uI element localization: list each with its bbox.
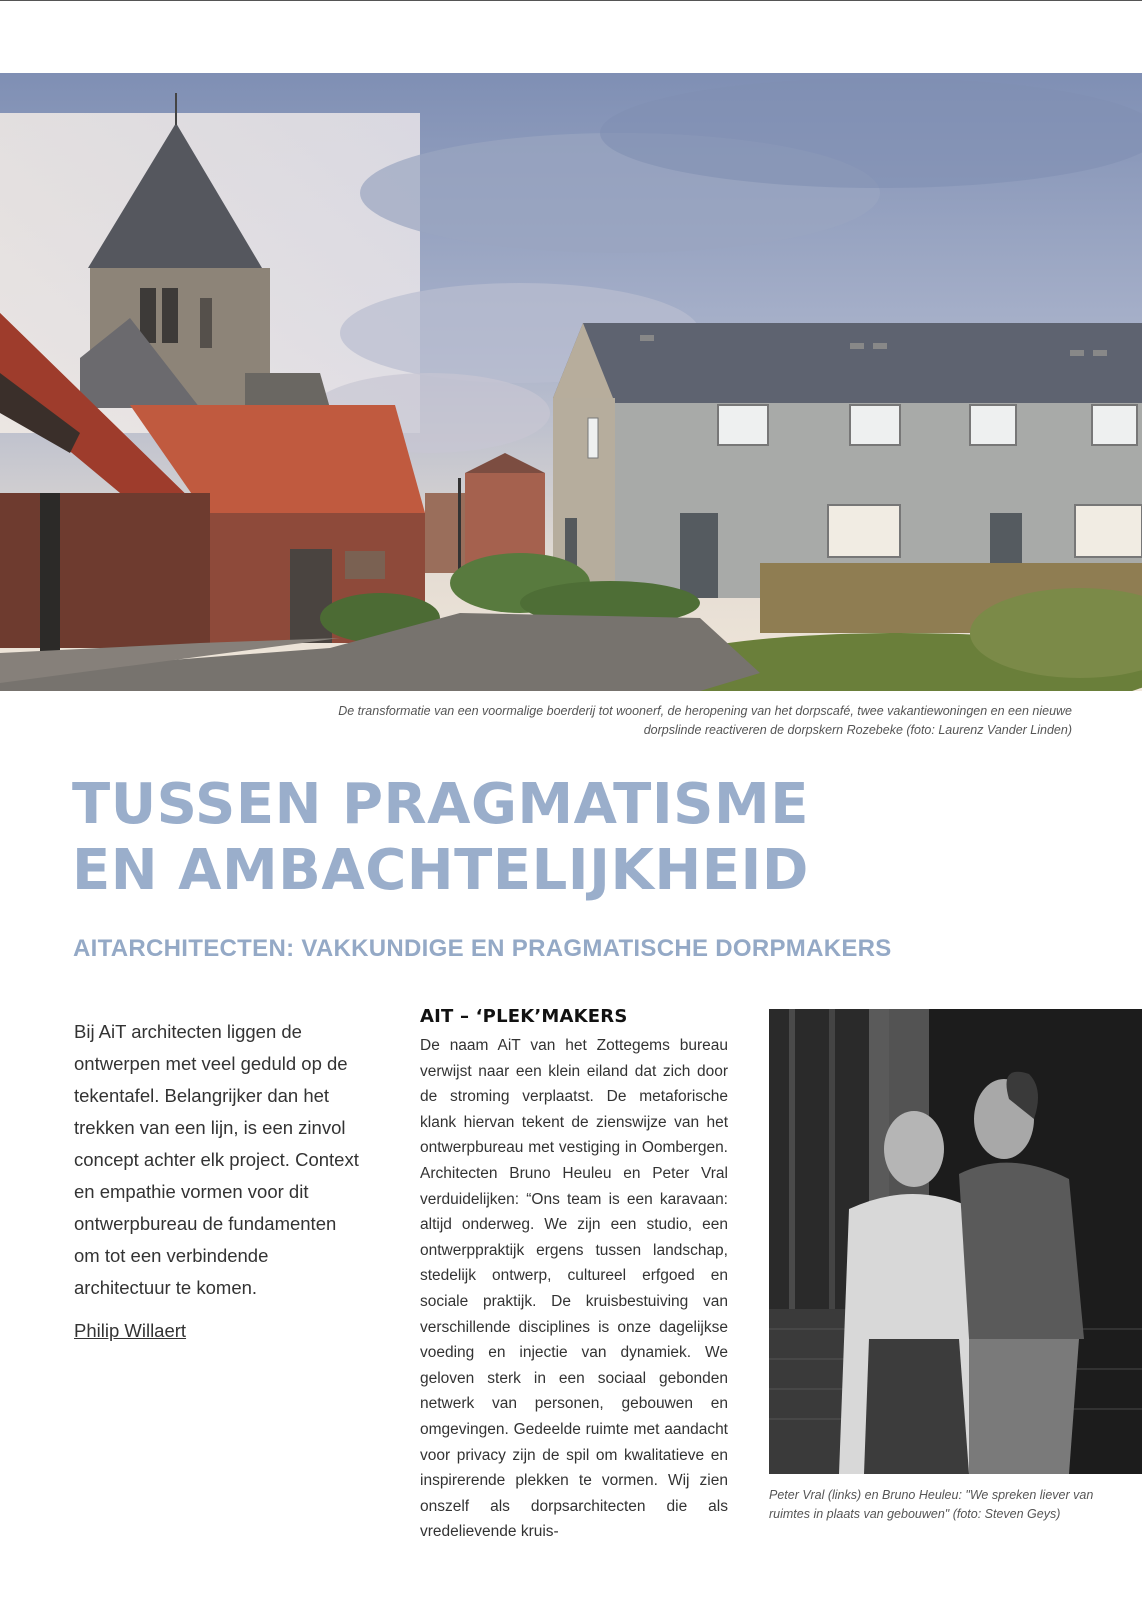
hero-caption: De transformatie van een voormalige boerderij tot woonerf, de heropening van het dorpscafé, twee vakantiewoningen en een nieuwe dorpslinde reactiveren de dorpskern Rozebeke (foto: Laurenz Vander Linden) xyxy=(338,704,1072,737)
title-line-2: EN AMBACHTELIJKHEID xyxy=(72,838,809,903)
author-link[interactable]: Philip Willaert xyxy=(74,1320,187,1341)
hero-photo xyxy=(0,73,1142,691)
article-subtitle: AITARCHITECTEN: VAKKUNDIGE EN PRAGMATISCHE DORPMAKERS xyxy=(73,935,892,962)
intro-paragraph: Bij AiT architecten liggen de ontwerpen met veel geduld op de tekentafel. Belangrijker dan het trekken van een lijn, is een zinvol concept achter elk project. Context en empathie vormen voor dit ontwerpbureau de fundamenten om tot een verbindende architectuur te komen. xyxy=(74,1021,359,1298)
body-column xyxy=(420,1006,728,1545)
section-heading: AIT – ‘PLEK’MAKERS xyxy=(420,1006,628,1027)
section-body: De naam AiT van het Zottegems bureau verwijst naar een klein eiland dat zich door de stroming verplaatst. De metaforische klank hiervan tekent de zienswijze van het ontwerpbureau met vestiging in Oombergen. Architecten Bruno Heuleu en Peter Vral verduidelijken: “Ons team is een karavaan: altijd onderweg. We zijn een studio, een ontwerppraktijk ergens tussen landschap, stedelijk ontwerp, cultureel erfgoed en sociale praktijk. De kruisbestuiving van verschillende disciplines is onze dagelijkse voeding en injectie van dynamiek. We geloven sterk in een sociaal gebonden netwerk van personen, gebouwen en omgevingen. Gedeelde ruimte met aandacht voor privacy zijn de spil om kwalitatieve en inspirerende plekken te vormen. Wij zien onszelf als dorpsarchitecten die als vredelievende kruis- xyxy=(420,1037,728,1541)
portrait-photo xyxy=(769,1009,1142,1474)
title-line-1: TUSSEN PRAGMATISME xyxy=(72,772,809,837)
top-rule xyxy=(0,0,1142,1)
portrait-caption: Peter Vral (links) en Bruno Heuleu: "We spreken liever van ruimtes in plaats van gebouwen" (foto: Steven Geys) xyxy=(769,1488,1094,1521)
article-title xyxy=(72,772,972,904)
